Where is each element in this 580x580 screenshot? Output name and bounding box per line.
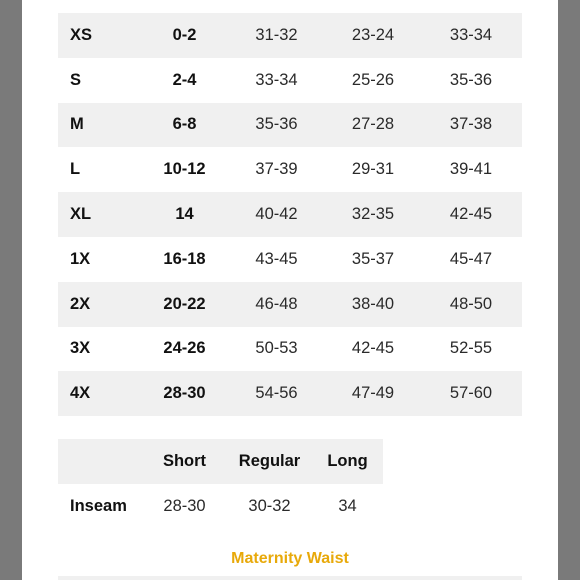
numeric-size: 28-30 [142,371,227,416]
size-label: 1X [58,237,142,282]
measurement-cell: 38-40 [326,282,420,327]
size-label: XL [58,192,142,237]
measurement-cell: 47-49 [326,371,420,416]
measurement-cell: 39-41 [420,147,522,192]
size-chart-table [58,13,522,416]
size-label: 2X [58,282,142,327]
numeric-size: 14 [142,192,227,237]
measurement-cell: 31-32 [227,13,326,58]
right-frame-border [558,0,580,580]
measurement-cell: 35-36 [227,103,326,148]
measurement-cell: 35-37 [326,237,420,282]
size-label: 3X [58,327,142,372]
numeric-size: 16-18 [142,237,227,282]
measurement-cell: 50-53 [227,327,326,372]
numeric-size: 10-12 [142,147,227,192]
inseam-header-long: Long [312,439,383,484]
inseam-header-blank [58,439,142,484]
inseam-header-row [58,439,383,484]
left-frame-border [0,0,22,580]
next-table-top-edge [58,576,522,580]
size-row-3x [58,327,522,372]
measurement-cell: 29-31 [326,147,420,192]
measurement-cell: 52-55 [420,327,522,372]
inseam-header-regular: Regular [227,439,312,484]
measurement-cell: 32-35 [326,192,420,237]
measurement-cell: 40-42 [227,192,326,237]
size-row-2x [58,282,522,327]
measurement-cell: 35-36 [420,58,522,103]
measurement-cell: 46-48 [227,282,326,327]
measurement-cell: 37-39 [227,147,326,192]
inseam-long-value: 34 [312,484,383,529]
size-row-1x [58,237,522,282]
size-row-l [58,147,522,192]
size-label: M [58,103,142,148]
numeric-size: 24-26 [142,327,227,372]
numeric-size: 20-22 [142,282,227,327]
measurement-cell: 42-45 [326,327,420,372]
inseam-short-value: 28-30 [142,484,227,529]
size-row-s [58,58,522,103]
measurement-cell: 33-34 [420,13,522,58]
inseam-table [58,439,383,529]
measurement-cell: 33-34 [227,58,326,103]
measurement-cell: 54-56 [227,371,326,416]
inseam-header-short: Short [142,439,227,484]
size-row-xs [58,13,522,58]
measurement-cell: 27-28 [326,103,420,148]
maternity-waist-heading: Maternity Waist [231,550,349,567]
size-row-m [58,103,522,148]
numeric-size: 6-8 [142,103,227,148]
inseam-value-row [58,484,383,529]
size-row-xl [58,192,522,237]
measurement-cell: 45-47 [420,237,522,282]
inseam-label: Inseam [58,484,142,529]
measurement-cell: 48-50 [420,282,522,327]
size-label: XS [58,13,142,58]
measurement-cell: 57-60 [420,371,522,416]
size-label: S [58,58,142,103]
measurement-cell: 43-45 [227,237,326,282]
size-label: L [58,147,142,192]
measurement-cell: 42-45 [420,192,522,237]
measurement-cell: 23-24 [326,13,420,58]
numeric-size: 2-4 [142,58,227,103]
size-row-4x [58,371,522,416]
size-label: 4X [58,371,142,416]
numeric-size: 0-2 [142,13,227,58]
measurement-cell: 37-38 [420,103,522,148]
measurement-cell: 25-26 [326,58,420,103]
inseam-regular-value: 30-32 [227,484,312,529]
